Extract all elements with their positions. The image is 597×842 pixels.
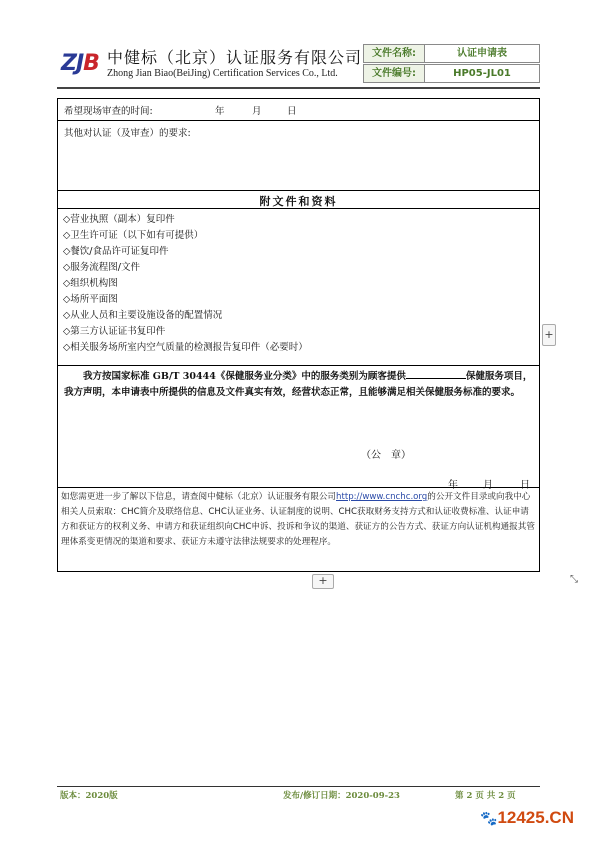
- file-name-label: 文件名称:: [363, 44, 425, 63]
- visit-month: 月: [252, 106, 262, 117]
- declaration-year: 年: [448, 480, 458, 491]
- add-row-button[interactable]: +: [312, 574, 334, 589]
- other-requirements-row[interactable]: [58, 121, 539, 191]
- company-seal-label: （公 章）: [361, 450, 411, 461]
- file-name-value: 认证申请表: [425, 44, 540, 63]
- resize-handle-icon[interactable]: ⤡: [570, 574, 578, 585]
- information-notice: [61, 490, 537, 550]
- attachments-list-row[interactable]: [58, 209, 539, 366]
- page-header: [57, 42, 540, 86]
- visit-time-label: 希望现场审查的时间:: [64, 106, 153, 117]
- list-item: ◇第三方认证证书复印件: [63, 326, 166, 337]
- footer-version: 版本：2020版: [60, 791, 118, 801]
- add-column-button[interactable]: +: [542, 324, 556, 346]
- visit-time-row[interactable]: [58, 99, 539, 121]
- attachments-heading: 附文件和资料: [259, 195, 338, 208]
- visit-year: 年: [215, 106, 225, 117]
- service-category-blank[interactable]: [406, 368, 466, 379]
- company-logo-block: [57, 42, 363, 86]
- site-watermark: [480, 808, 574, 828]
- company-name-cn: 中健标（北京）认证服务有限公司: [107, 48, 363, 67]
- visit-day: 日: [287, 106, 297, 117]
- declaration-text: [64, 368, 534, 401]
- paw-icon: 🐾: [480, 810, 498, 826]
- list-item: ◇相关服务场所室内空气质量的检测报告复印件（必要时）: [63, 342, 308, 353]
- file-no-label: 文件编号:: [363, 64, 425, 83]
- attachments-list: [58, 209, 539, 356]
- notice-part1: 如您需更进一步了解以下信息，请查阅中健标（北京）认证服务有限公司: [61, 492, 337, 502]
- footer-divider: [57, 786, 540, 787]
- list-item: ◇服务流程图/文件: [63, 262, 141, 273]
- declaration-part1: 我方按国家标准 GB/T 30444《保健服务业分类》中的服务类别为顾客提供: [83, 371, 406, 382]
- declaration-row[interactable]: [58, 366, 539, 491]
- attachments-heading-row: [58, 191, 539, 209]
- footer-issue-date: 发布/修订日期：2020-09-23: [283, 791, 400, 801]
- company-name-en: Zhong Jian Biao(BeiJing) Certification Services Co., Ltd.: [107, 68, 338, 79]
- notice-part2: 的公开文件目录或向我中心相关人员索取：CHC简介及联络信息、CHC认证业务、认证制度的说明、CHC获取财务支持方式和认证收费标准、认证申请方和获证方的权利义务、申请方和获证组织向CHC申诉、投诉和争议的渠道、获证方的公告方式、获证方向认证机构通报其管理体系变更情况的渠道和要求、获证方未遵守法律法规要求的处理程序。: [61, 492, 535, 547]
- footer-page-number: 第 2 页 共 2 页: [455, 791, 516, 801]
- list-item: ◇餐饮/食品许可证复印件: [63, 246, 169, 257]
- declaration-part2: 保健服务项目，我方声明，本申请表中所提供的信息及文件真实有效，经营状态正常，且能够满足相关保健服务标准的要求。: [64, 371, 533, 398]
- watermark-text: 12425.CN: [497, 808, 574, 827]
- document-meta: [363, 42, 540, 86]
- other-requirements-label: 其他对认证（及审查）的要求:: [64, 128, 191, 139]
- information-notice-row: [58, 488, 539, 571]
- list-item: ◇营业执照（副本）复印件: [63, 214, 175, 225]
- list-item: ◇卫生许可证（以下如有可提供）: [63, 230, 204, 241]
- list-item: ◇从业人员和主要设施设备的配置情况: [63, 310, 223, 321]
- zjb-logo: ZJB: [61, 51, 99, 76]
- application-form-table: [57, 98, 540, 572]
- list-item: ◇组织机构图: [63, 278, 118, 289]
- website-link[interactable]: http://www.cnchc.org: [336, 492, 428, 502]
- declaration-month: 月: [483, 480, 493, 491]
- declaration-day: 日: [520, 480, 530, 491]
- list-item: ◇场所平面图: [63, 294, 118, 305]
- header-divider: [57, 87, 540, 89]
- file-no-value: HP05-JL01: [425, 64, 540, 83]
